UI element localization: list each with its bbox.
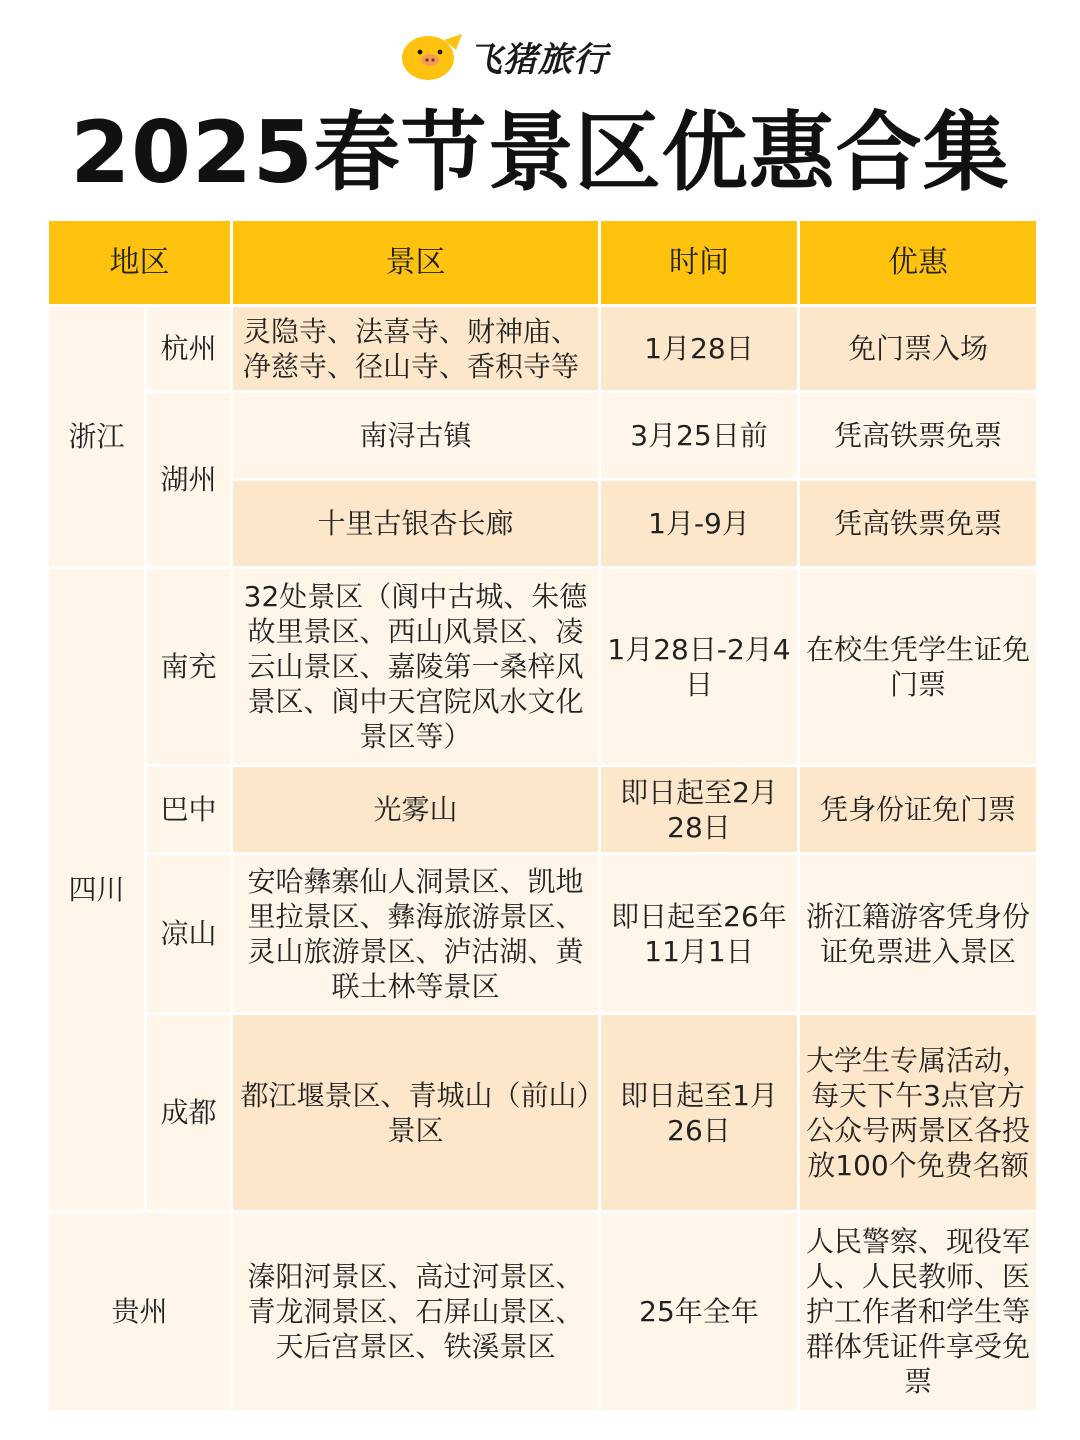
header-spot: 景区: [232, 220, 600, 306]
offer-cell: 免门票入场: [799, 306, 1038, 392]
header-offer: 优惠: [799, 220, 1038, 306]
city-cell: 杭州: [146, 306, 232, 392]
pig-logo-icon: [400, 30, 464, 82]
table-row: [48, 854, 1038, 1014]
time-cell: 即日起至1月26日: [600, 1014, 799, 1212]
table-row: [48, 306, 1038, 392]
header-time: 时间: [600, 220, 799, 306]
offer-cell: 大学生专属活动，每天下午3点官方公众号两景区各投放100个免费名额: [799, 1014, 1038, 1212]
spot-cell: 南浔古镇: [232, 392, 600, 480]
city-cell: 成都: [146, 1014, 232, 1212]
spot-cell: 十里古银杏长廊: [232, 480, 600, 568]
time-cell: 3月25日前: [600, 392, 799, 480]
city-cell: 凉山: [146, 854, 232, 1014]
table-row: [48, 568, 1038, 766]
time-cell: 1月28日: [600, 306, 799, 392]
table-row: [48, 1212, 1038, 1412]
offer-cell: 人民警察、现役军人、人民教师、医护工作者和学生等群体凭证件享受免票: [799, 1212, 1038, 1412]
spot-cell: 都江堰景区、青城山（前山）景区: [232, 1014, 600, 1212]
time-cell: 1月-9月: [600, 480, 799, 568]
header-region: 地区: [48, 220, 232, 306]
table-row: [48, 1014, 1038, 1212]
city-cell: 巴中: [146, 766, 232, 854]
table-header-row: [48, 220, 1038, 306]
offer-cell: 凭高铁票免票: [799, 392, 1038, 480]
city-cell: 南充: [146, 568, 232, 766]
city-cell: 湖州: [146, 392, 232, 568]
spot-cell: 溱阳河景区、高过河景区、青龙洞景区、石屏山景区、天后宫景区、铁溪景区: [232, 1212, 600, 1412]
time-cell: 25年全年: [600, 1212, 799, 1412]
time-cell: 1月28日-2月4日: [600, 568, 799, 766]
spot-cell: 安哈彝寨仙人洞景区、凯地里拉景区、彝海旅游景区、灵山旅游景区、泸沽湖、黄联土林等景区: [232, 854, 600, 1014]
province-cell: 贵州: [48, 1212, 232, 1412]
spot-cell: 光雾山: [232, 766, 600, 854]
province-cell: 浙江: [48, 306, 146, 568]
offer-cell: 浙江籍游客凭身份证免票进入景区: [799, 854, 1038, 1014]
brand-logo: [400, 28, 608, 84]
table-row: [48, 766, 1038, 854]
offer-cell: 凭高铁票免票: [799, 480, 1038, 568]
offer-cell: 凭身份证免门票: [799, 766, 1038, 854]
time-cell: 即日起至26年11月1日: [600, 854, 799, 1014]
spot-cell: 灵隐寺、法喜寺、财神庙、净慈寺、径山寺、香积寺等: [232, 306, 600, 392]
brand-name: 飞猪旅行: [468, 39, 608, 80]
province-cell: 四川: [48, 568, 146, 1212]
time-cell: 即日起至2月28日: [600, 766, 799, 854]
discount-table: [46, 218, 1039, 1413]
table-row: [48, 392, 1038, 480]
page-title: 2025春节景区优惠合集: [70, 103, 1010, 203]
offer-cell: 在校生凭学生证免门票: [799, 568, 1038, 766]
spot-cell: 32处景区（阆中古城、朱德故里景区、西山风景区、凌云山景区、嘉陵第一桑梓风景区、阆中天宫院风水文化景区等）: [232, 568, 600, 766]
